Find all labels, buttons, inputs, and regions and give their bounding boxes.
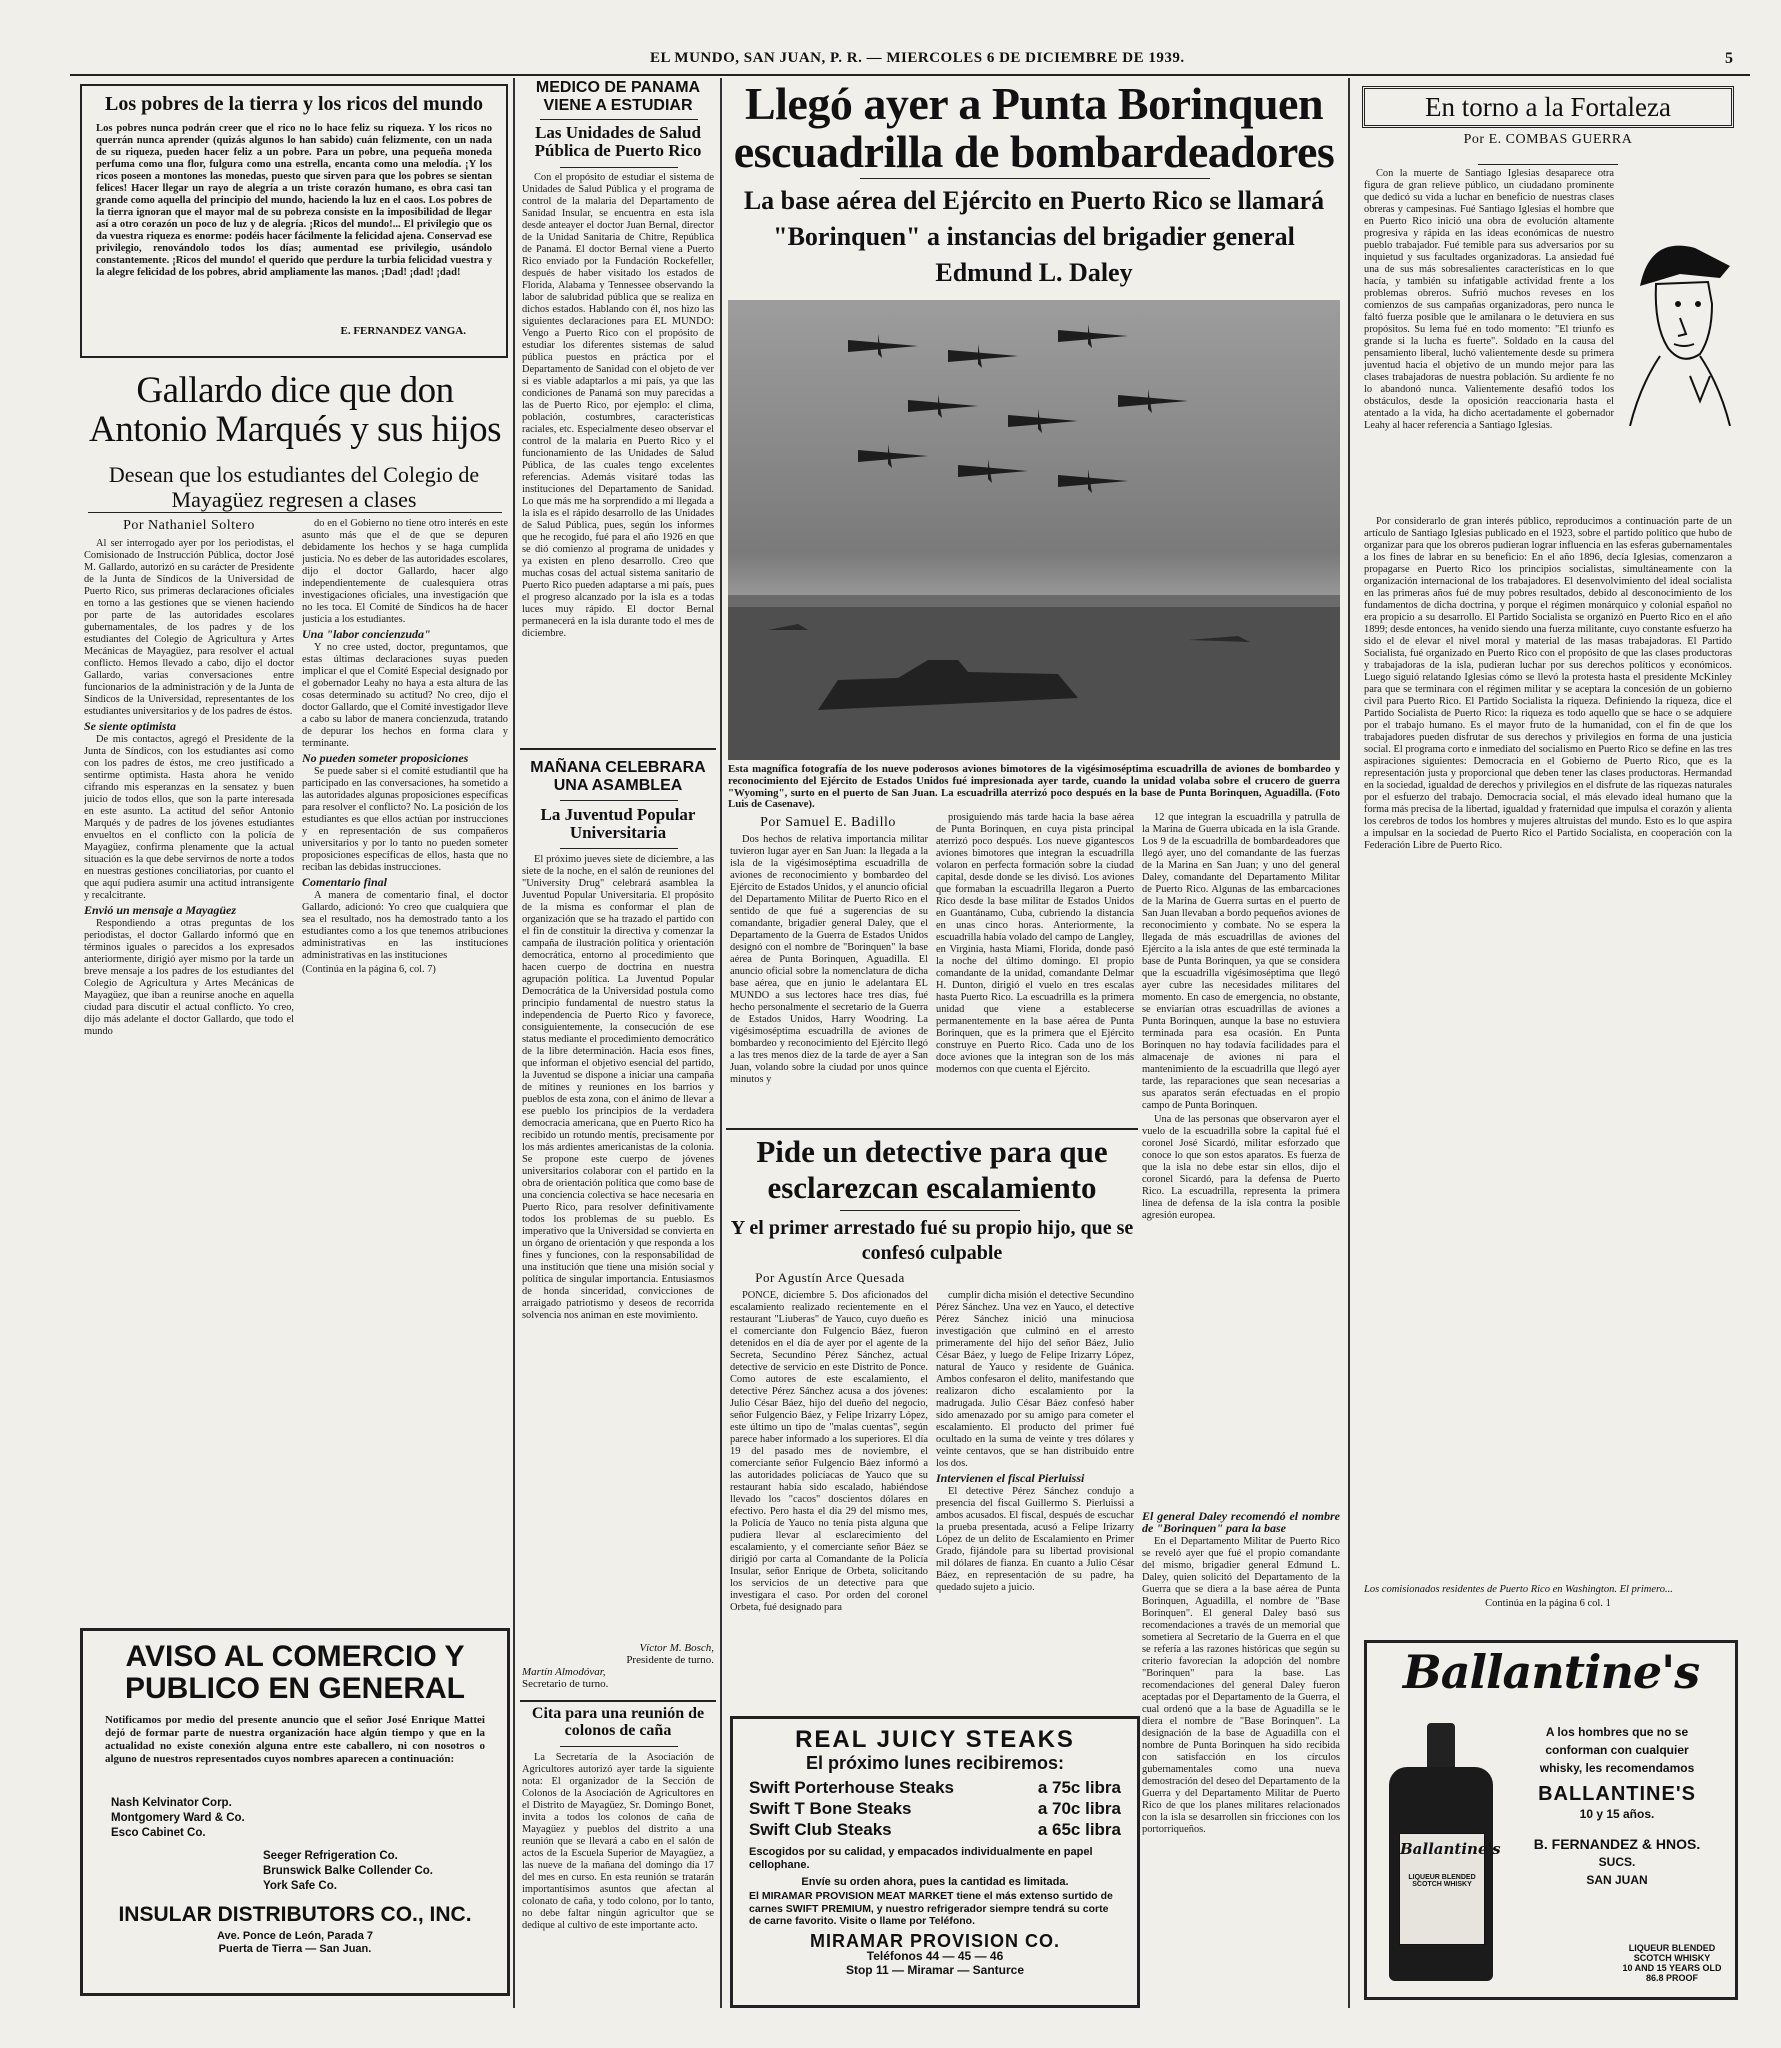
aviso-text: Notificamos por medio del presente anuncio que el señor José Enrique Mattei dejó de formar parte de nuestra organización hace algún tiempo y que en la actualidad no existe conexión alguna entre este caballero, ni con nosotros o alguno de nuestros representados cuyos nombres aparecen a continuación: — [105, 1714, 485, 1765]
gallardo-sub3: Una "labor concienzuda" — [302, 627, 431, 641]
gallardo-col1-p1: Al ser interrogado ayer por los periodistas, el Comisionado de Instrucción Pública, doctor José M. Gallardo, autorizó en su carácter de Presidente de la Junta de Síndicos de la Universidad de Puerto Rico, sus primeras declaraciones oficiales en torno a las gestiones que se vienen haciendo por parte de las autoridades escolares gubernamentales, de los padres y de los estudiantes del Colegio de Agricultura y Artes Mecánicas de Mayagüez, para resolver el actual conflicto. Hemos llevado a cabo, dijo el doctor Gallardo, varias conversaciones entre funcionarios de la administración y de la Junta de Síndicos de la Universidad, representantes de los estudiantes universitarios y de los padres de éstos. — [84, 538, 294, 717]
gallardo-col2-p2: Y no cree usted, doctor, preguntamos, que estas últimas declaraciones suyas pueden implicar el que el Comité Especial designado por el gobernador Leahy no haya a esta altura de las cosas determinado su actitud? No creo, dijo el doctor Gallardo, que el Comité investigador lleve a cabo su labor de manera concienzuda, tratando de depurar los hechos en forma clara y terminante. — [302, 642, 508, 749]
asamblea-text-p: El próximo jueves siete de diciembre, a las siete de la noche, en el salón de reuniones del "University Drug" celebrará asamblea la Juventud Popular Universitaria. El propósito de la misma es conformar el plan de organización que se ha trazado el partido con el fin de constituir la directiva y comenzar la campaña de ilustración política y orientación democrática, entorno al procedimiento que hacen cuerpo de doctrina en nuestra agrupación política. La Juventud Popular Democrática de la Universidad postula como principio fundamental de nuestro status la independencia de Puerto Rico y favorece, consiguientemente, la consecución de ese status mediante el procedimiento democrático de la libre determinación. Hacia esos fines, que informan el objetivo esencial del partido, la Juventud se dispone a iniciar una campaña de mítines y reuniones en los barrios y pueblos de esta zona, con el ánimo de llevar a ese pueblo los principios de la verdadera democracia americana, que en Puerto Rico ha recibido un rotundo mentís, precisamente por los más ardientes americanistas de la colonia. Se propone este cuerpo de jóvenes universitarios colaborar con el partido en la obra de orientación política que como base de una conciencia colectiva se hace necesaria en Puerto Rico, para resolver definitivamente todos los problemas de su pueblo. Es imperativo que la Universidad se convierta en un órgano de orientación y que responda a los fines y funciones, con la responsabilidad de una institución que tiene una misión social y política de singular importancia. Entusiasmos de honda sinceridad, convicciones de arraigado patriotismo y deseos de recorrida solvencia nos animan en este movimiento. — [522, 854, 714, 1321]
aviso-company: INSULAR DISTRIBUTORS CO., INC. — [118, 1903, 472, 1926]
gallardo-sub4: No pueden someter proposiciones — [302, 751, 469, 765]
ballantine-dist: B. FERNANDEZ & HNOS. — [1533, 1836, 1701, 1852]
asamblea-sign-2: Martín Almodóvar, — [522, 1666, 606, 1678]
bottle-neck — [1427, 1723, 1455, 1771]
bombers-col3 — [1142, 812, 1340, 1502]
aviso-firm: Brunswick Balke Collender Co. — [263, 1865, 433, 1877]
detective-headline: Pide un detective para que esclarezcan escalamiento — [756, 1134, 1108, 1205]
steaks-line-1: Escogidos por su calidad, y empacados individualmente en papel cellophane. — [749, 1846, 1093, 1872]
asamblea-sign-2b: Secretario de turno. — [522, 1678, 609, 1690]
ballantine-footer — [1617, 1943, 1727, 1983]
bombers-col3-p: 12 que integran la escuadrilla y patrulla de la Marina de Guerra ubicada en la isla Grande. Los 9 de la escuadrilla de bombardeadores que llegó ayer, uno del comandante de las fuerzas de la Marina en San Juan; y uno del general Daley, comandante del Departamento Militar de Puerto Rico. Algunas de las embarcaciones de la Marina de Guerra surtas en el puerto de San Juan llevaban a bordo pequeños aviones de reconocimiento y combate. No se espera la llegada de más escuadrillas de aviones del Ejército a la isla antes de que esté terminada la base de Punta Borinquen, ya que se considera que la escuadrilla vigésimoséptima que llegó ayer cubre las necesidades militares del momento. En caso de emergencia, no obstante, se enviarían otras escuadrillas de aviones a Punta Borinquen, aunque la base no estuviera terminada para esa ocasión. En Punta Borinquen no hay todavía facilidades para el almacenaje de aviones ni para el mantenimiento de la escuadrilla que llegó ayer tarde, las reparaciones que sean necesarias a sus aparatos serán efectuadas en el propio campo de Punta Borinquen. — [1142, 812, 1340, 1111]
colonos-rule — [560, 1746, 678, 1747]
ballantine-label-4: 86.8 PROOF — [1645, 1973, 1699, 1983]
gallardo-sub2: Envió un mensaje a Mayagüez — [84, 903, 237, 917]
gallardo-col1-p2: De mis contactos, agregó el Presidente de la Junta de Síndicos, con los estudiantes así como con los padres de éstos, me creo justificado a sentirme optimista. Hasta ahora he venido cifrando mis esperanzas en la sensatez y buen juicio de todos ellos, que son la parte interesada en este asunto. La actitud del señor Antonio Marqués y de padres de los jóvenes estudiantes envueltos en el conflicto con la policía de Mayagüez, confirma plenamente que la actual situación es la que debe servirnos de norte a todos en nuestras gestiones conciliatorias, por cuanto el que aquí pudiera asumir una actitud intransigente y recalcitrante. — [84, 734, 294, 901]
gallardo-sub1: Se siente optimista — [84, 719, 177, 733]
ballantine-line-2: conforman con cualquier — [1545, 1743, 1689, 1757]
bottle-label-brand: Ballantine's — [1400, 1840, 1501, 1858]
medico-text — [522, 172, 714, 738]
bottle-label-2: SCOTCH WHISKY — [1412, 1881, 1472, 1888]
ballantine-name: BALLANTINE'S — [1538, 1783, 1696, 1805]
ballantine-city: SAN JUAN — [1586, 1873, 1648, 1887]
gallardo-col2-p3: Se puede saber si el comité estudiantil que ha participado en las conversaciones, ha sometido a las autoridades algunas proposiciones específicas para resolver el conflicto? No. La posición de los estudiantes es que ellos actúan por instrucciones y en representación de sus compañeros universitarios y por lo tanto no pueden someter proposiciones específicas de ellos, hasta que no reciban las debidas instrucciones. — [302, 766, 508, 873]
bombers-col4b-p: En el Departamento Militar de Puerto Rico se reveló ayer que fué el propio comandante del mismo, brigadier general Edmund L. Daley, quien solicitó del Departamento de la Guerra que se diera a la base aérea de Punta Borinquen, Aguadilla, el nombre de "Base Borinquen". El general Daley basó sus recomendaciones a través de un memorial que sometiera al Secretario de la Guerra en el que se refería a las razones históricas que según su criterio favorecían la adopción del nombre "Borinquen" para la base. Las recomendaciones del general Daley fueron aceptadas por el Departamento de la Guerra, el cual ordenó que a la base de Aguadilla se le diera el nombre de "Base Borinquen". La designación de la base de Aguadilla con el nombre de Punta Borinquen ha sido recibida con satisfacción en los círculos gubernamentales como una nueva demostración del deseo del Departamento de la Guerra y del Departamento Militar de Puerto Rico de que los planes militares relacionados con la isla se desarrollen sin fricciones con los portorriqueños. — [1142, 1536, 1340, 1835]
asamblea-text — [522, 854, 714, 1640]
detective-col2 — [936, 1290, 1134, 1710]
steaks-subtitle: El próximo lunes recibiremos: — [805, 1753, 1065, 1774]
ballantine-label-2: SCOTCH WHISKY — [1633, 1953, 1711, 1963]
colonos-headline: Cita para una reunión de colonos de caña — [531, 1705, 705, 1739]
steaks-item — [749, 1777, 1121, 1798]
aviso-firm: Seeger Refrigeration Co. — [263, 1850, 398, 1862]
bombers-col2 — [936, 812, 1134, 1122]
steaks-item — [749, 1798, 1121, 1819]
bombers-subhead: La base aérea del Ejército en Puerto Rico se llamará "Borinquen" a instancias del brigadier general Edmund L. Daley — [743, 186, 1325, 287]
ballantine-copy — [1507, 1723, 1727, 1889]
asamblea-kicker-2: UNA ASAMBLEA — [553, 777, 683, 794]
colonos-text — [522, 1752, 714, 2006]
bombers-col1-p: Dos hechos de relativa importancia militar tuvieron lugar ayer en San Juan: la llegada a la isla de la vigésimoséptima escuadrilla de aviones de reconocimiento y bombardeo del Ejército de Estados Unidos, y el anuncio oficial del Departamento Militar de Puerto Rico en el sentido de que fué a sugerencias de su comandante, brigadier general Daley, que el Departamento de la Guerra de Estados Unidos designó con el nombre de "Borinquen" la base aérea de Punta Borinquen, Aguadilla. El anuncio oficial sobre la nomenclatura de dicha base aérea, que en junio le adelantara EL MUNDO a sus lectores hace tres días, fué hecho personalmente el secretario de la Guerra de Estados Unidos, Harry Woodring. La vigésimoséptima escuadrilla de aviones de bombardeo y reconocimiento del Ejército llegó a las tres menos diez de la tarde de ayer a San Juan, volando sobre la ciudad por unos quince minutos y — [730, 834, 928, 1085]
steaks-item-price: a 70c libra — [1037, 1799, 1121, 1819]
gallardo-headline: Gallardo dice que don Antonio Marqués y sus hijos — [89, 370, 501, 450]
asamblea-sign-1: Víctor M. Bosch, — [639, 1642, 714, 1654]
medico-rule-2 — [560, 167, 678, 168]
asamblea-rule-2 — [560, 848, 678, 849]
ballantine-line-3: whisky, les recomendamos — [1539, 1761, 1695, 1775]
bombers-byline: Por Samuel E. Badillo — [760, 815, 896, 830]
gallardo-sub5: Comentario final — [302, 875, 388, 889]
pobres-author: E. FERNANDEZ VANGA. — [340, 325, 466, 337]
bombers-headline-2: escuadrilla de bombardeadores — [733, 126, 1335, 177]
steaks-stop: Stop 11 — Miramar — Santurce — [845, 1963, 1025, 1978]
steaks-company: MIRAMAR PROVISION CO. — [809, 1930, 1060, 1951]
fortaleza-tail: Los comisionados residentes de Puerto Rico en Washington. El primero... — [1364, 1584, 1673, 1595]
gallardo-subhead: Desean que los estudiantes del Colegio de Mayagüez regresen a clases — [108, 462, 480, 513]
fortaleza-title-frame — [1362, 86, 1734, 128]
bombers-photo — [728, 300, 1340, 760]
fortaleza-title: En torno a la Fortaleza — [1425, 92, 1671, 122]
bottle-label-1: LIQUEUR BLENDED — [1408, 1874, 1476, 1881]
asamblea-kicker-1: MAÑANA CELEBRARA — [530, 759, 706, 776]
fortaleza-col-main — [1364, 516, 1732, 1582]
bombers-sub1: El general Daley recomendó el nombre de "Borinquen" para la base — [1142, 1510, 1340, 1535]
steaks-item-name: Swift Club Steaks — [749, 1820, 892, 1840]
asamblea-rule — [560, 800, 678, 801]
detective-subhead: Y el primer arrestado fué su propio hijo, que se confesó culpable — [730, 1217, 1134, 1264]
fortaleza-box — [1358, 86, 1738, 1618]
steaks-item-price: a 75c libra — [1037, 1778, 1121, 1798]
detective-col1-p: PONCE, diciembre 5. Dos aficionados del escalamiento realizado recientemente en el restaurant "Liuberas" de Yauco, cuyo dueño es el comerciante don Fulgencio Báez, fueron detenidos en el día de ayer por el agente de la Secreta, Secundino Pérez Sánchez, actual detective de servicio en este Distrito de Ponce. Como autores de este escalamiento, el detective Pérez Sánchez acusa a dos jóvenes: Julio César Báez, hijo del dueño del negocio, señor Fulgencio Báez, y Felipe Irizarry López, este último un tipo de "malas cuentas", según parece haber informado a los superiores. El día 19 del pasado mes de noviembre, el comerciante señor Fulgencio Báez informó a las autoridades policíacas de Yauco que su restaurant había sido escalado, habiéndose llevado los "cacos" doscientos dólares en efectivo. Pero hasta el día 29 del mismo mes, la Policía de Yauco no tenía pista alguna que pudiera llevar al esclarecimiento del escalamiento, y el comerciante señor Báez se dirigió por carta al Comandante de la Policía Insular, señor Enrique de Orbeta, solicitando los servicios de un detective para que investigara el caso. Por orden del coronel Orbeta, fué designado para — [730, 1290, 928, 1613]
ballantine-line-1: A los hombres que no se — [1545, 1725, 1689, 1739]
ballantine-bottle — [1381, 1723, 1501, 1985]
steaks-list — [749, 1777, 1121, 1840]
aviso-firms-right — [263, 1849, 507, 1894]
fortaleza-byline: Por E. COMBAS GUERRA — [1463, 132, 1633, 148]
bottle-label — [1399, 1833, 1501, 1945]
fortaleza-cont: Continúa en la página 6 col. 1 — [1485, 1598, 1611, 1609]
fortaleza-col-main-p: Por considerarlo de gran interés público, reproducimos a continuación parte de un artículo de Santiago Iglesias publicado en el 1923, sobre el partido político que hubo de organizar para que los obreros pudieran lograr influencia en las esferas gubernamentales a los fines de labrar en su beneficio: En el año 1896, decía Iglesias, comenzaron a propagarse en Puerto Rico los principios socialistas, simultáneamente con la organización internacional de los trabajadores. El desenvolvimiento del ideal socialista en las primeras años fué de muy pobres resultados, debido al desconocimiento de los fundamentos de dicha doctrina, y porque el régimen monárquico y colonial español no era propicio a su desarrollo. El Partido Socialista se organizó en Puerto Rico en el año 1899; desde entonces, ha venido siendo una fuerza militante, cuyo constante esfuerzo ha sido el de elevar el nivel moral y material de las masas trabajadoras. El Partido Socialista, fué organizado en Puerto Rico con el propósito de que las clases productoras y trabajadoras de la isla, pudieran luchar por sus derechos políticos y económicos. Luego siguió relatando Iglesias cómo se llevó la protesta hasta el presidente McKinley para que se terminara con el régimen militar y se aceptara la concesión de un gobierno civil para Puerto Rico. El Partido Socialista la riqueza. Definiendo la riqueza, dice el Partido Socialista de Puerto Rico: la riqueza es todo aquello que se hace o se adquiere por el trabajo humano. Es el mayor fruto de la humanidad, con el fin de que los trabajadores pueden disfrutar de sus derechos y privilegios en forma de una justicia social. El programa corto e inmediato del socialismo en Puerto Rico se define en las tres aspiraciones siguientes: Democracia en el Gobierno de Puerto Rico, que es la representación justa y proporcional que deben tener las clases productoras. Hermandad en la sociedad, igualdad de derechos y privilegios en el disfrute de las riquezas naturales por el esfuerzo del trabajo. Democracia social, el más elevado ideal humano que la forma más precisa de la libertad, igualdad y fraternidad que impulsa el corazón y alienta los cerebros de todos los hombres y mujeres altruistas del mundo. Esto es lo que aspira a impulsar en la sociedad de Puerto Rico el Partido Socialista, en cooperación con la Federación Libre de Puerto Rico. — [1364, 516, 1732, 851]
section-rule — [726, 1128, 1138, 1130]
medico-headline: Las Unidades de Salud Pública de Puerto Rico — [534, 123, 702, 160]
column-divider — [513, 78, 515, 2008]
aviso-firm: Nash Kelvinator Corp. — [111, 1797, 232, 1809]
detective-col1 — [730, 1290, 928, 1710]
steaks-item-name: Swift T Bone Steaks — [749, 1799, 912, 1819]
page-number: 5 — [1725, 50, 1733, 67]
bombers-col3-lower — [1142, 1510, 1340, 2002]
steaks-line-2: Envíe su orden ahora, pues la cantidad es limitada. — [801, 1876, 1069, 1889]
steaks-item — [749, 1819, 1121, 1840]
top-rule — [70, 74, 1750, 76]
medico-kicker-2: VIENE A ESTUDIAR — [543, 97, 693, 114]
steaks-title: REAL JUICY STEAKS — [795, 1726, 1075, 1753]
column-divider — [1348, 78, 1350, 2008]
aviso-firm: Esco Cabinet Co. — [111, 1827, 206, 1839]
pobres-title: Los pobres de la tierra y los ricos del mundo — [105, 93, 483, 115]
aviso-title-2: PUBLICO EN GENERAL — [124, 1671, 466, 1705]
bombers-col4-p: Una de las personas que observaron ayer el vuelo de la escuadrilla sobre la capital fué el coronel José Sicardó, militar esforzado que conoce lo que son estos aparatos. Es fuerza de que la isla no debe estar sin ellos, dijo el coronel Sicardó, para la defensa de Puerto Rico. La escuadrilla, representa la primera línea de defensa de la isla contra la posible agresión europea. — [1142, 1114, 1340, 1221]
bombers-headline-1: Llegó ayer a Punta Borinquen — [744, 78, 1324, 129]
gallardo-rule — [88, 512, 502, 513]
asamblea-sign-1b: Presidente de turno. — [626, 1654, 714, 1666]
ballantine-brand: Ballantine's — [1402, 1645, 1700, 1699]
ballantine-label-1: LIQUEUR BLENDED — [1628, 1943, 1716, 1953]
aviso-address-1: Ave. Ponce de León, Parada 7 — [216, 1930, 374, 1943]
aviso-firm: Montgomery Ward & Co. — [111, 1812, 245, 1824]
asamblea-signatures — [522, 1642, 714, 1690]
detective-rule — [840, 1210, 1020, 1211]
bombers-col1 — [730, 834, 928, 1122]
medico-rule — [540, 119, 698, 120]
section-rule — [520, 748, 716, 750]
ballantine-years: 10 y 15 años. — [1579, 1807, 1655, 1821]
colonos-text-p: La Secretaría de la Asociación de Agricultores autorizó ayer tarde la siguiente nota: El organizador de la Sección de Colonos de la Asociación de Agricultores en el Distrito de Mayagüez, Sr. Domingo Bonet, invita a todos los colonos de caña de Mayagüez y pueblos del distrito a una reunión que se llevará a cabo en el salón de actos de la Escuela Superior de Mayagüez, a las nueve de la mañana del domingo día 17 del mes en curso. En esta reunión se tratarán importantísimos asuntos que afectan al colonato de caña, y todo colono, por lo tanto, no debe faltar ningún agricultor que se dedique al cultivo de este importante acto. — [522, 1752, 714, 1931]
masthead — [0, 48, 1781, 74]
steaks-item-price: a 65c libra — [1037, 1820, 1121, 1840]
pobres-text: Los pobres nunca podrán creer que el rico no lo hace feliz su riqueza. Y los ricos no querrán nunca aprender (quizás algunos lo han sabido) cuán felizmente, con un nada de su riqueza, pueden hacer feliz a un pobre. Para un pobre, una pequeña moneda perfuma como una flor, fulgura como una estrella, encanta como una melodía. ¡Y los ricos poseen a montones las monedas, puesto que sirven para que los pobres se sientan felices! Hacer llegar un rayo de alegría a un triste corazón humano, es obra casi tan grande como aquella del principio del mundo, haciendo la luz en el caos. Los pobres de la tierra ignoran que el mayor mal de su pobreza consiste en la imposibilidad de llegar así a otro corazón un poco de luz y de alegría. ¡Ricos del mundo!... El privilegio que os da vuestra riqueza es enorme: podéis hacer fácilmente la felicidad ajena. Conservad ese privilegio, renovándolo todos los días; aumentad ese privilegio, usándolo constantemente. ¡Ricos del mundo! el querido que perdure la turbia felicidad vuestra y la alegre felicidad de los pobres, abrid ampliamente las manos. ¡Dad! ¡dad! ¡dad! — [96, 123, 492, 278]
gallardo-cont: (Continúa en la página 6, col. 7) — [302, 964, 436, 975]
steaks-line-3: El MIRAMAR PROVISION MEAT MARKET tiene el más extenso surtido de carnes SWIFT PREMIUM, y nuestro refrigerador siempre tendrá su corte de carne favorito. Visite o llame por Teléfono. — [749, 1890, 1113, 1928]
aviso-firm: York Safe Co. — [263, 1880, 337, 1892]
gallardo-col2-p4: A manera de comentario final, el doctor Gallardo, adicionó: Yo creo que cualquiera que sea el resultado, nos ha demostrado tanto a los estudiantes como a los que tenemos atribuciones administrativas en las instituciones administrativas en las instituciones — [302, 890, 508, 961]
bombers-photo-image — [728, 300, 1340, 760]
gallardo-byline: Por Nathaniel Soltero — [123, 518, 255, 533]
gallardo-col1-p3: Respondiendo a otras preguntas de los periodistas, el doctor Gallardo informó que en términos iguales o parecidos a los expresados anteriormente, dirigió ayer mismo por la tarde un breve mensaje a los padres de los estudiantes del Colegio de Agricultura y Artes Mecánicas de Mayagüez, que iban a reunirse anoche en aquella ciudad para discutir el actual conflicto. Yo creo, dijo más adelante el doctor Gallardo, que todo el mundo — [84, 918, 294, 1037]
steaks-phones: Teléfonos 44 — 45 — 46 — [866, 1949, 1004, 1964]
aviso-firms-left — [111, 1796, 507, 1841]
gallardo-col2-p1: do en el Gobierno no tiene otro interés en este asunto más que el de que se depuren debidamente los hechos y se haga cumplida justicia. No es deber de las autoridades escolares, dijo el doctor Gallardo, hacer algo independientemente de cualesquiera otras investigaciones oficiales, una investigación que no les toca. El Comité de Síndicos ha de hacer justicia a los estudiantes. — [302, 518, 508, 625]
column-divider — [720, 78, 722, 2008]
bombers-col2-p: prosiguiendo más tarde hacia la base aérea de Punta Borinquen, en cuya pista principal aterrizó poco después. Los nueve gigantescos aviones bimotores que integran la escuadrilla volaron en perfecta formación sobre la ciudad capital, desde donde se les divisó. Los aviones que formaban la escuadrilla llegaron a Puerto Rico desde la base militar de Estados Unidos en Guantánamo, Cuba, cubriendo la distancia en unas cinco horas. Anteriormente, la escuadrilla había volado del campo de Langley, en Virginia, hasta Miami, Florida, donde pasó la noche del último domingo. El propio comandante de la unidad, comandante Delmar H. Dunton, dirigió el vuelo en tres escalas hasta Puerto Rico. La escuadrilla es la primera unidad que viene a establecerse permanentemente en la base aérea de Punta Borinquen, que es la primera que el Ejército construye en Puerto Rico. Cada uno de los doce aviones que la integran son de los más modernos con que cuenta el Ejército. — [936, 812, 1134, 1075]
aviso-ad — [80, 1628, 510, 1996]
bombers-rule — [860, 178, 1210, 179]
fortaleza-rule — [1478, 164, 1618, 165]
section-rule — [520, 1700, 716, 1702]
detective-sub1: Intervienen el fiscal Pierluissi — [936, 1471, 1085, 1485]
fortaleza-col-top — [1364, 168, 1614, 508]
aviso-address-2: Puerta de Tierra — San Juan. — [218, 1942, 372, 1955]
fortaleza-col-top-p: Con la muerte de Santiago Iglesias desaparece otra figura de gran relieve público, un ciudadano prominente que dedicó su vida a luchar en beneficio de nuestras clases obreras y campesinas. Fué Santiago Iglesias el hombre que en Puerto Rico inició una obra de evolución altamente progresiva y rápida en las ideas económicas de nuestro pueblo trabajador. Fué temible para sus adversarios por su inquietud y sus facultades organizadoras. La ansiedad fué una de sus más sobresalientes características en lo que hacía, y también su infatigable actividad frente a los problemas obreros. Sufrió muchos reveses en los comienzos de sus campañas organizadoras, pero nunca le faltó fuerza posible que le amilanara o le detuviera en sus propósitos. Su lema fué en todo momento: "El triunfo es grande si la lucha es fuerte". Soldado en la causa del pensamiento liberal, luchó valientemente desde su primera juventud hacia el objetivo de un mundo mejor para las clases trabajadoras de nuestra población. Su ardiente fe no lo abandonó nunca. Valientemente desafió todos los obstáculos, desde la oposición reaccionaria hasta el atentado a la vida, ha dicho acertadamente el gobernador Leahy al hacer referencia a Santiago Iglesias. — [1364, 168, 1614, 431]
bombers-caption: Esta magnífica fotografía de los nueve poderosos aviones bimotores de la vigésimoséptima escuadrilla de aviones de bombardeo y reconocimiento del Ejército de Estados Unidos fué impresionada ayer tarde, cuando la unidad volaba sobre el crucero de guerra "Wyoming", surto en el puerto de San Juan. La escuadrilla aterrizó poco después en la base de Punta Borinquen, Aguadilla. (Foto Luis de Casenave). — [728, 764, 1340, 811]
detective-col2-p2: El detective Pérez Sánchez condujo a presencia del fiscal Guillermo S. Pierluissi a ambos acusados. El fiscal, después de escuchar la prueba presentada, acusó a Felipe Irizarry López de un delito de Escalamiento en Primer Grado, fijándole para su libertad provisional mil dólares de fianza. En cuanto a Julio César Báez, en representación de su padre, ha quedado sujeto a juicio. — [936, 1486, 1134, 1593]
ballantine-label-3: 10 AND 15 YEARS OLD — [1622, 1963, 1722, 1973]
ballantine-ad — [1364, 1640, 1738, 2000]
iglesias-portrait — [1620, 226, 1740, 426]
pobres-box — [80, 84, 508, 358]
masthead-date: EL MUNDO, SAN JUAN, P. R. — MIERCOLES 6 DE DICIEMBRE DE 1939. — [650, 50, 1185, 66]
detective-col2-p: cumplir dicha misión el detective Secundino Pérez Sánchez. Una vez en Yauco, el detective Pérez Sánchez inició una minuciosa investigación que culminó en el arresto primeramente del hijo del señor Báez, Julio César Báez, y luego de Felipe Irizarry López, natural de Yauco y residente de Guánica. Ambos confesaron el delito, manifestando que realizaron dicho escalamiento por la madrugada. Julio César Báez confesó haber sido amenazado por su amigo para cometer el escalamiento. El producto del primer fué ocultado en la suma de veinte y tres dólares y veinte centavos, que se han distribuido entre los dos. — [936, 1290, 1134, 1469]
gallardo-col2 — [302, 518, 508, 1598]
asamblea-headline: La Juventud Popular Universitaria — [540, 805, 696, 842]
ballantine-sucs: SUCS. — [1598, 1855, 1636, 1869]
steaks-ad — [730, 1716, 1140, 2008]
medico-text-p: Con el propósito de estudiar el sistema de Unidades de Salud Pública y el programa de control de la malaria del Departamento de Sanidad Insular, se encuentra en esta isla desde anteayer el doctor Juan Bernal, director de la Unidad Sanitaria de Chitre, República de Panamá. El doctor Bernal viene a Puerto Rico enviado por la Fundación Rockefeller, después de haber visitado los estados de Florida, Alabama y Tennessee observando la labor de salubridad pública que se realiza en dichos estados. Hablando con él, nos hizo las siguientes declaraciones para EL MUNDO: Vengo a Puerto Rico con el propósito de estudiar los diferentes sistemas de salud pública puestos en práctica por el Departamento de Sanidad con el objeto de ver si es viable adaptarlos a mi país, ya que las condiciones de Panamá son muy parecidas a las de Puerto Rico, por ejemplo: el clima, población, costumbres, características raciales, etc. Especialmente deseo observar el control de la malaria en Puerto Rico y el funcionamiento de las Unidades de Salud Pública, de las cuales tengo excelentes referencias. Además visitaré todas las instituciones del Departamento de Sanidad. Lo que más me ha sorprendido a mi llegada a la isla es el rápido desarrollo de las Unidades de Salud Pública, pues, según los informes que he recogido, fué para el año 1926 en que se dió comienzo al programa de unidades y ya existen en pleno desarrollo. Creo que muchas cosas del actual sistema sanitario de Puerto Rico pueden adaptarse a mi país, pues el progreso alcanzado por la isla es a todas luces muy rápido. El doctor Bernal permanecerá en la isla durante todo el mes de diciembre. — [522, 172, 714, 639]
medico-kicker-1: MEDICO DE PANAMA — [535, 79, 701, 96]
steaks-item-name: Swift Porterhouse Steaks — [749, 1778, 955, 1798]
aviso-title-1: AVISO AL COMERCIO Y — [125, 1640, 465, 1673]
gallardo-col1 — [84, 538, 294, 1608]
detective-byline: Por Agustín Arce Quesada — [755, 1270, 905, 1285]
